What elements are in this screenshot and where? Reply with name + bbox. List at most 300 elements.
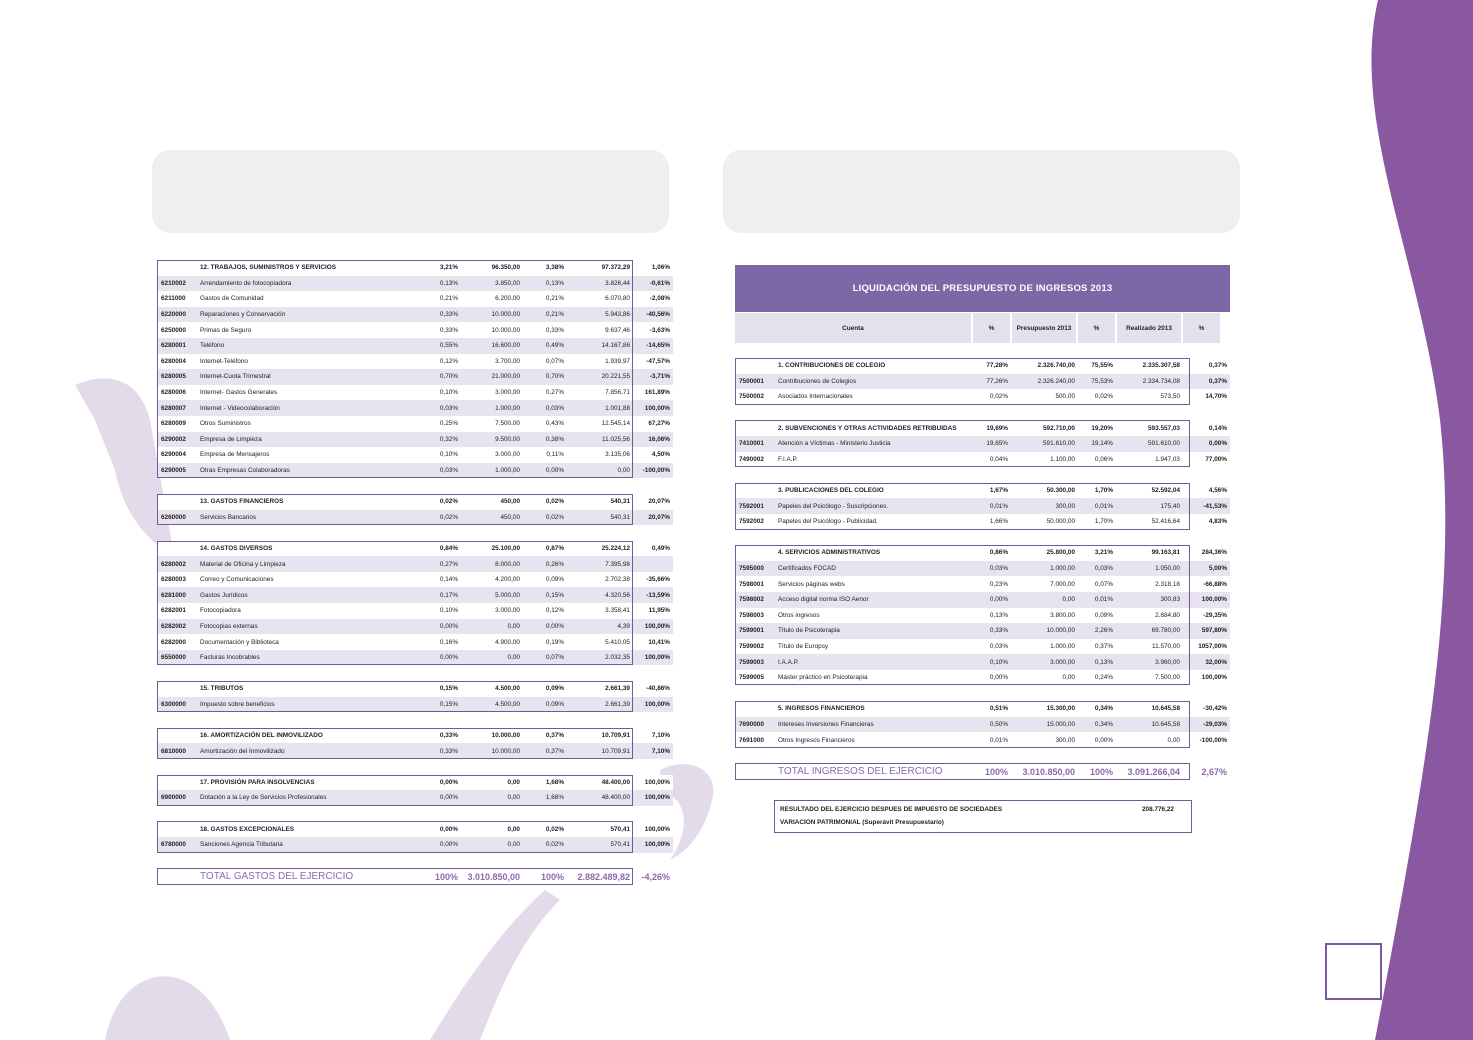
section-variation: 0,49% <box>633 541 673 557</box>
section-header-row <box>157 541 673 557</box>
budget-amount: 3.000,00 <box>461 603 523 619</box>
actual-pct: 1,70% <box>1078 514 1116 530</box>
variation-pct: 16,06% <box>633 432 673 448</box>
budget-pct: 0,33% <box>417 307 461 323</box>
col-budget: Presupuesto 2013 <box>1012 313 1076 343</box>
variation-pct: -29,35% <box>1183 608 1230 624</box>
account-label: Teléfono <box>197 338 417 354</box>
section-header-row <box>735 420 1230 436</box>
budget-pct: 0,01% <box>973 732 1011 748</box>
table-row <box>735 623 1230 639</box>
section-actual: 52.592,04 <box>1116 483 1183 499</box>
right-header-panel <box>723 150 1240 233</box>
section-actual: 2.335.307,58 <box>1116 358 1183 374</box>
budget-pct: 0,55% <box>417 338 461 354</box>
budget-amount: 3.800,00 <box>1011 608 1078 624</box>
actual-pct: 0,09% <box>523 697 567 713</box>
actual-amount: 0,00 <box>567 463 633 479</box>
section-actual-pct: 0,37% <box>523 728 567 744</box>
total-budget-pct: 100% <box>417 868 461 885</box>
col-pct-actual: % <box>1078 313 1115 343</box>
section-title: 14. GASTOS DIVERSOS <box>197 541 417 557</box>
account-code: 6281000 <box>157 587 197 603</box>
budget-pct: 0,03% <box>417 400 461 416</box>
budget-amount: 500,00 <box>1011 389 1078 405</box>
total-actual-pct: 100% <box>523 868 567 885</box>
section-spacer <box>735 405 1230 421</box>
section-variation: 0,14% <box>1183 420 1230 436</box>
section-actual-pct: 0,02% <box>523 821 567 837</box>
budget-amount: 8.000,00 <box>461 556 523 572</box>
table-row <box>735 498 1230 514</box>
variation-pct: 0,37% <box>1183 374 1230 390</box>
budget-amount: 50.000,00 <box>1011 514 1078 530</box>
budget-amount: 21.000,00 <box>461 369 523 385</box>
section-budget-pct: 3,21% <box>417 260 461 276</box>
table-row <box>735 389 1230 405</box>
budget-amount: 3.850,00 <box>461 276 523 292</box>
spacer-cell <box>735 530 1230 546</box>
budget-amount: 0,00 <box>461 619 523 635</box>
budget-amount: 1.000,00 <box>461 463 523 479</box>
actual-pct: 0,11% <box>523 447 567 463</box>
table-row <box>157 432 673 448</box>
section-header-row <box>157 260 673 276</box>
empty-code-cell <box>157 868 197 885</box>
spacer-cell <box>157 665 673 681</box>
actual-amount: 12.545,14 <box>567 416 633 432</box>
budget-pct: 0,03% <box>973 561 1011 577</box>
account-code: 6280003 <box>157 572 197 588</box>
variation-pct: 20,07% <box>633 510 673 526</box>
account-code: 6280009 <box>157 416 197 432</box>
actual-pct: 2,26% <box>1078 623 1116 639</box>
account-code: 7599002 <box>735 639 775 655</box>
actual-amount: 9.637,46 <box>567 322 633 338</box>
actual-amount: 48.400,00 <box>567 790 633 806</box>
actual-pct: 0,13% <box>523 276 567 292</box>
section-header-row <box>157 821 673 837</box>
spacer-cell <box>157 759 673 775</box>
variation-pct: 100,00% <box>633 790 673 806</box>
account-code: 6280007 <box>157 400 197 416</box>
decor-slash <box>430 890 560 1040</box>
table-row <box>157 338 673 354</box>
actual-amount: 5.943,86 <box>567 307 633 323</box>
actual-pct: 0,09% <box>1078 608 1116 624</box>
budget-pct: 0,10% <box>417 603 461 619</box>
actual-amount: 3.960,00 <box>1116 654 1183 670</box>
section-actual: 570,41 <box>567 821 633 837</box>
budget-pct: 0,00% <box>417 790 461 806</box>
actual-amount: 11.570,00 <box>1116 639 1183 655</box>
budget-pct: 0,17% <box>417 587 461 603</box>
table-row <box>157 603 673 619</box>
actual-pct: 0,00% <box>523 463 567 479</box>
account-label: Internet- Gastos Generales <box>197 385 417 401</box>
income-title: LIQUIDACIÓN DEL PRESUPUESTO DE INGRESOS 2013 <box>735 265 1230 312</box>
actual-amount: 7.500,00 <box>1116 670 1183 686</box>
table-row <box>735 592 1230 608</box>
account-code: 7500002 <box>735 389 775 405</box>
account-code: 7592001 <box>735 498 775 514</box>
account-label: Documentación y Biblioteca <box>197 634 417 650</box>
section-actual: 97.372,29 <box>567 260 633 276</box>
budget-pct: 0,13% <box>417 276 461 292</box>
empty-code-cell <box>157 260 197 276</box>
empty-code-cell <box>735 420 775 436</box>
account-code: 6282001 <box>157 603 197 619</box>
actual-amount: 540,31 <box>567 510 633 526</box>
section-actual-pct: 1,70% <box>1078 483 1116 499</box>
actual-pct: 75,53% <box>1078 374 1116 390</box>
expenses-table-body <box>157 260 673 885</box>
variation-pct <box>633 556 673 572</box>
section-actual-pct: 0,87% <box>523 541 567 557</box>
budget-amount: 0,00 <box>1011 592 1078 608</box>
section-spacer <box>735 685 1230 701</box>
actual-pct: 0,00% <box>523 619 567 635</box>
account-code: 6260000 <box>157 510 197 526</box>
variation-pct: -47,57% <box>633 354 673 370</box>
section-actual-pct: 3,21% <box>1078 545 1116 561</box>
section-budget-pct: 0,00% <box>417 821 461 837</box>
table-row <box>735 639 1230 655</box>
budget-amount: 300,00 <box>1011 732 1078 748</box>
section-budget: 50.300,00 <box>1011 483 1078 499</box>
actual-pct: 0,01% <box>1078 498 1116 514</box>
budget-amount: 4.500,00 <box>461 697 523 713</box>
budget-pct: 0,50% <box>973 717 1011 733</box>
section-actual: 25.224,12 <box>567 541 633 557</box>
account-label: Fotocopiadora <box>197 603 417 619</box>
actual-amount: 20.221,55 <box>567 369 633 385</box>
variation-pct: 32,00% <box>1183 654 1230 670</box>
account-label: Facturas Incobrables <box>197 650 417 666</box>
table-row <box>157 276 673 292</box>
variation-pct: 161,89% <box>633 385 673 401</box>
actual-pct: 0,43% <box>523 416 567 432</box>
budget-amount: 1.000,00 <box>1011 639 1078 655</box>
section-budget-pct: 0,86% <box>973 545 1011 561</box>
table-row <box>157 400 673 416</box>
account-label: Contribuciones de Colegios <box>775 374 973 390</box>
spacer-cell <box>157 853 673 869</box>
account-label: Fotocopias externas <box>197 619 417 635</box>
section-title: 5. INGRESOS FINANCIEROS <box>775 701 973 717</box>
actual-amount: 7.395,98 <box>567 556 633 572</box>
actual-pct: 0,00% <box>1078 732 1116 748</box>
account-code: 7598003 <box>735 608 775 624</box>
table-row <box>735 608 1230 624</box>
actual-amount: 573,50 <box>1116 389 1183 405</box>
budget-pct: 0,13% <box>973 608 1011 624</box>
account-code: 7410001 <box>735 436 775 452</box>
section-spacer <box>735 467 1230 483</box>
account-code: 6250000 <box>157 322 197 338</box>
budget-amount: 10.000,00 <box>461 322 523 338</box>
spacer-cell <box>157 806 673 822</box>
actual-amount: 2.684,80 <box>1116 608 1183 624</box>
table-row <box>157 291 673 307</box>
table-row <box>157 510 673 526</box>
section-actual-pct: 0,09% <box>523 681 567 697</box>
total-actual-pct: 100% <box>1078 763 1116 780</box>
budget-pct: 1,66% <box>973 514 1011 530</box>
table-row <box>157 837 673 853</box>
table-row <box>735 717 1230 733</box>
account-code: 6900000 <box>157 790 197 806</box>
actual-pct: 0,06% <box>1078 452 1116 468</box>
budget-amount: 3.000,00 <box>1011 654 1078 670</box>
budget-pct: 0,04% <box>973 452 1011 468</box>
section-variation: 100,00% <box>633 775 673 791</box>
budget-amount: 10.000,00 <box>461 307 523 323</box>
section-budget: 10.000,00 <box>461 728 523 744</box>
budget-amount: 10.000,00 <box>1011 623 1078 639</box>
section-budget: 4.500,00 <box>461 681 523 697</box>
actual-amount: 69.780,00 <box>1116 623 1183 639</box>
variation-pct: -2,08% <box>633 291 673 307</box>
budget-amount: 0,00 <box>1011 670 1078 686</box>
budget-pct: 0,32% <box>417 432 461 448</box>
empty-code-cell <box>735 358 775 374</box>
actual-pct: 0,07% <box>1078 576 1116 592</box>
account-code: 7599001 <box>735 623 775 639</box>
account-code: 7500001 <box>735 374 775 390</box>
budget-amount: 3.000,00 <box>461 447 523 463</box>
account-label: F.I.A.P. <box>775 452 973 468</box>
col-actual: Realizado 2013 <box>1117 313 1181 343</box>
empty-code-cell <box>735 483 775 499</box>
section-title: 18. GASTOS EXCEPCIONALES <box>197 821 417 837</box>
total-budget: 3.010.850,00 <box>1011 763 1078 780</box>
account-code: 7592002 <box>735 514 775 530</box>
total-budget-pct: 100% <box>973 763 1011 780</box>
section-actual: 593.557,03 <box>1116 420 1183 436</box>
budget-pct: 0,25% <box>417 416 461 432</box>
section-spacer <box>157 853 673 869</box>
account-label: Amortización del Inmovilizado <box>197 743 417 759</box>
budget-pct: 0,21% <box>417 291 461 307</box>
actual-pct: 0,02% <box>523 837 567 853</box>
section-spacer <box>157 806 673 822</box>
section-spacer <box>157 712 673 728</box>
section-budget: 0,00 <box>461 775 523 791</box>
table-row <box>735 732 1230 748</box>
budget-amount: 1.100,00 <box>1011 452 1078 468</box>
account-label: Atención a Víctimas - Ministerio Justicia <box>775 436 973 452</box>
budget-pct: 0,33% <box>417 743 461 759</box>
actual-amount: 10.645,58 <box>1116 717 1183 733</box>
variation-pct: -29,03% <box>1183 717 1230 733</box>
actual-pct: 0,07% <box>523 354 567 370</box>
actual-amount: 5.410,05 <box>567 634 633 650</box>
variation-pct: -41,53% <box>1183 498 1230 514</box>
table-row <box>157 587 673 603</box>
actual-amount: 6.070,80 <box>567 291 633 307</box>
actual-pct: 0,21% <box>523 307 567 323</box>
variation-pct: 100,00% <box>633 650 673 666</box>
table-row <box>735 452 1230 468</box>
actual-amount: 300,83 <box>1116 592 1183 608</box>
account-code: 7598002 <box>735 592 775 608</box>
empty-code-cell <box>735 763 775 780</box>
account-label: Internet-Teléfono <box>197 354 417 370</box>
spacer-cell <box>735 748 1230 764</box>
account-code: 6220000 <box>157 307 197 323</box>
section-actual: 10.709,91 <box>567 728 633 744</box>
actual-pct: 0,24% <box>1078 670 1116 686</box>
section-budget-pct: 0,02% <box>417 494 461 510</box>
total-actual: 2.882.489,82 <box>567 868 633 885</box>
budget-pct: 0,15% <box>417 697 461 713</box>
actual-amount: 10.709,91 <box>567 743 633 759</box>
result-label: RESULTADO DEL EJERCICIO DESPUES DE IMPUESTO DE SOCIEDADES <box>780 806 1003 813</box>
budget-amount: 7.500,00 <box>461 416 523 432</box>
budget-pct: 0,00% <box>973 592 1011 608</box>
total-actual: 3.091.266,04 <box>1116 763 1183 780</box>
variation-pct: 1057,00% <box>1183 639 1230 655</box>
budget-amount: 5.000,00 <box>461 587 523 603</box>
table-row <box>157 463 673 479</box>
budget-pct: 77,26% <box>973 374 1011 390</box>
section-actual-pct: 19,20% <box>1078 420 1116 436</box>
section-title: 4. SERVICIOS ADMINISTRATIVOS <box>775 545 973 561</box>
variation-pct: 10,41% <box>633 634 673 650</box>
table-row <box>735 514 1230 530</box>
account-label: Empresa de Mensajeros <box>197 447 417 463</box>
account-label: Primas de Seguro <box>197 322 417 338</box>
account-label: Otros Ingresos Financieros <box>775 732 973 748</box>
account-label: Internet - Videocolaboración <box>197 400 417 416</box>
section-actual-pct: 3,38% <box>523 260 567 276</box>
empty-code-cell <box>735 701 775 717</box>
actual-amount: 570,41 <box>567 837 633 853</box>
actual-pct: 0,09% <box>523 572 567 588</box>
account-label: Intereses Inversiones Financieras <box>775 717 973 733</box>
table-row <box>157 697 673 713</box>
section-budget-pct: 0,51% <box>973 701 1011 717</box>
section-header-row <box>735 701 1230 717</box>
account-code: 6280005 <box>157 369 197 385</box>
variation-pct: 67,27% <box>633 416 673 432</box>
table-row <box>157 634 673 650</box>
actual-pct: 0,33% <box>523 322 567 338</box>
section-variation: 284,36% <box>1183 545 1230 561</box>
decor-right-wave <box>1371 0 1473 1040</box>
section-variation: 4,56% <box>1183 483 1230 499</box>
variation-pct: 5,00% <box>1183 561 1230 577</box>
income-column-headers <box>735 313 1230 343</box>
section-actual: 10.645,58 <box>1116 701 1183 717</box>
budget-amount: 0,00 <box>461 650 523 666</box>
variation-pct: 100,00% <box>633 837 673 853</box>
empty-code-cell <box>157 728 197 744</box>
account-label: Título de Psicoterapia <box>775 623 973 639</box>
actual-amount: 1.050,00 <box>1116 561 1183 577</box>
budget-amount: 591.610,00 <box>1011 436 1078 452</box>
account-label: Gastos Jurídicos <box>197 587 417 603</box>
actual-pct: 0,26% <box>523 556 567 572</box>
table-row <box>157 650 673 666</box>
budget-amount: 10.000,00 <box>461 743 523 759</box>
account-code: 6550000 <box>157 650 197 666</box>
section-actual: 540,31 <box>567 494 633 510</box>
section-budget: 2.326.740,00 <box>1011 358 1078 374</box>
budget-pct: 0,01% <box>973 498 1011 514</box>
section-budget: 592.710,00 <box>1011 420 1078 436</box>
budget-pct: 0,12% <box>417 354 461 370</box>
actual-pct: 0,37% <box>523 743 567 759</box>
account-label: Servicios Bancarios <box>197 510 417 526</box>
variation-label: VARIACION PATRIMONIAL (Superávit Presupuestario) <box>780 819 944 826</box>
actual-amount: 2.032,35 <box>567 650 633 666</box>
section-title: 3. PUBLICACIONES DEL COLEGIO <box>775 483 973 499</box>
budget-pct: 0,33% <box>973 623 1011 639</box>
budget-amount: 9.500,00 <box>461 432 523 448</box>
total-variation: -4,26% <box>633 868 673 885</box>
variation-pct: -100,00% <box>1183 732 1230 748</box>
account-label: Certificados FOCAD <box>775 561 973 577</box>
actual-amount: 175,40 <box>1116 498 1183 514</box>
income-table <box>735 358 1230 780</box>
section-actual: 99.163,81 <box>1116 545 1183 561</box>
account-label: Otros Suministros <box>197 416 417 432</box>
account-label: Título de Europsy <box>775 639 973 655</box>
actual-pct: 0,12% <box>523 603 567 619</box>
section-actual-pct: 75,55% <box>1078 358 1116 374</box>
actual-amount: 1.001,88 <box>567 400 633 416</box>
account-label: Acceso digital norma ISO Aenor <box>775 592 973 608</box>
col-cuenta: Cuenta <box>735 313 971 343</box>
section-variation: 100,00% <box>633 821 673 837</box>
budget-amount: 300,00 <box>1011 498 1078 514</box>
budget-amount: 1.000,00 <box>1011 561 1078 577</box>
variation-pct: -3,63% <box>633 322 673 338</box>
budget-amount: 2.326.240,00 <box>1011 374 1078 390</box>
budget-amount: 0,00 <box>461 837 523 853</box>
table-row <box>157 743 673 759</box>
section-actual-pct: 0,34% <box>1078 701 1116 717</box>
section-title: 1. CONTRIBUCIONES DE COLEGIO <box>775 358 973 374</box>
section-header-row <box>735 545 1230 561</box>
actual-amount: 3.358,41 <box>567 603 633 619</box>
budget-amount: 7.000,00 <box>1011 576 1078 592</box>
actual-pct: 0,21% <box>523 291 567 307</box>
col-pct-budget: % <box>973 313 1010 343</box>
section-title: 15. TRIBUTOS <box>197 681 417 697</box>
table-row <box>157 307 673 323</box>
variation-pct: 0,00% <box>1183 436 1230 452</box>
section-spacer <box>157 759 673 775</box>
actual-pct: 0,07% <box>523 650 567 666</box>
account-code: 6290005 <box>157 463 197 479</box>
budget-pct: 0,16% <box>417 634 461 650</box>
table-row <box>157 556 673 572</box>
section-header-row <box>157 494 673 510</box>
section-title: 2. SUBVENCIONES Y OTRAS ACTIVIDADES RETRIBUIDAS <box>775 420 973 436</box>
budget-amount: 4.200,00 <box>461 572 523 588</box>
section-budget: 450,00 <box>461 494 523 510</box>
empty-code-cell <box>157 821 197 837</box>
variation-pct: 11,95% <box>633 603 673 619</box>
section-actual: 2.661,39 <box>567 681 633 697</box>
budget-pct: 19,65% <box>973 436 1011 452</box>
actual-amount: 1.947,03 <box>1116 452 1183 468</box>
budget-amount: 6.200,00 <box>461 291 523 307</box>
section-variation: 0,37% <box>1183 358 1230 374</box>
